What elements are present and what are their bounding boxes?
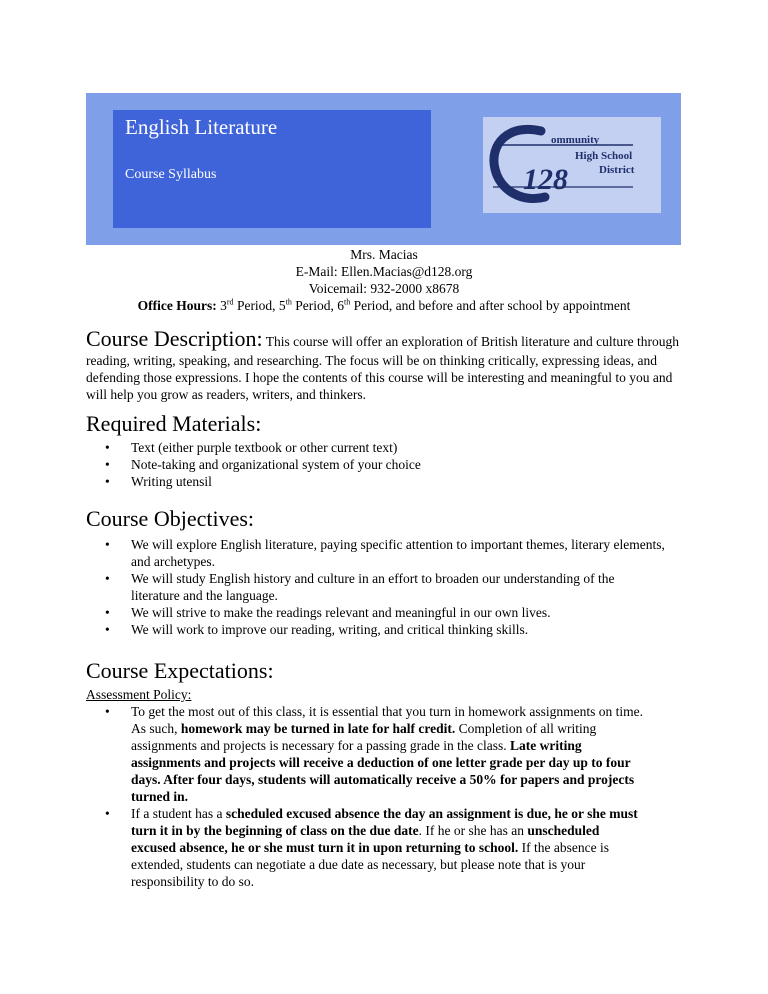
list-item: • We will study English history and culture in an effort to broaden our understanding of the literature and the language. (105, 571, 615, 603)
logo-text-1: ommunity (551, 134, 600, 146)
objectives-heading: Course Objectives: (86, 506, 255, 531)
list-item: • To get the most out of this class, it is essential that you turn in homework assignments on time. As such, homework may be turned in late for half credit. Completion of all writing assignments and projects is necessary for a passing grade in the class. Late writing assignments and projects will receive a deduction of one letter grade per day up to four days. After four days, students will automatically receive a 50% for papers and projects turned in. (105, 704, 643, 804)
list-item: • Text (either purple textbook or other current text) (105, 440, 398, 455)
office-hours-p2: Period, 5 (236, 298, 286, 313)
materials-list (86, 439, 646, 490)
logo-text-2: High School (575, 150, 633, 162)
district-logo (483, 117, 661, 213)
office-hours (0, 297, 768, 314)
list-item: • We will explore English literature, paying specific attention to important themes, literary elements, and archetypes. (105, 537, 665, 569)
list-item: • We will strive to make the readings relevant and meaningful in our own lives. (105, 605, 551, 620)
list-item: • We will work to improve our reading, writing, and critical thinking skills. (105, 622, 529, 637)
description-heading: Course Description: (86, 326, 263, 351)
office-hours-p1: 3 (220, 298, 227, 313)
district-logo-icon (483, 117, 661, 213)
teacher-voicemail: Voicemail: 932-2000 x8678 (308, 281, 460, 296)
expectations-heading: Course Expectations: (86, 658, 274, 683)
course-title: English Literature (125, 115, 278, 139)
assessment-policy-label: Assessment Policy: (86, 687, 192, 702)
list-item: • If a student has a scheduled excused absence the day an assignment is due, he or she must turn it in by the beginning of class on the due date. If he or she has an unscheduled excused absence, he or she must turn it in upon returning to school. If the absence is extended, students can negotiate a due date as necessary, but please note that is your responsibility to do so. (105, 806, 638, 889)
office-hours-sup3: th (344, 297, 351, 307)
office-hours-p3: Period, 6 (295, 298, 345, 313)
office-hours-sup1: rd (226, 297, 234, 307)
teacher-name: Mrs. Macias (350, 247, 418, 262)
list-item: • Writing utensil (105, 474, 212, 489)
office-hours-sup2: th (285, 297, 292, 307)
description-text: This course will offer an exploration of British literature and culture through reading, writing, speaking, and researching. The focus will be on thinking critically, expressing ideas, and defending those expressions. I hope the contents of this course will be interesting and meaningful to you and will help you grow as readers, writers, and thinkers. (86, 334, 679, 402)
course-description (86, 326, 686, 403)
materials-heading: Required Materials: (86, 411, 262, 436)
list-item: • Note-taking and organizational system of your choice (105, 457, 421, 472)
office-hours-p4: Period, and before and after school by appointment (353, 298, 631, 313)
office-hours-label: Office Hours: (137, 298, 217, 313)
logo-number: 128 (523, 163, 568, 196)
teacher-email: E-Mail: Ellen.Macias@d128.org (295, 264, 473, 279)
logo-text-3: District (599, 164, 635, 176)
objectives-list (86, 536, 666, 638)
course-subtitle: Course Syllabus (125, 167, 217, 182)
expectations-list (86, 703, 646, 890)
